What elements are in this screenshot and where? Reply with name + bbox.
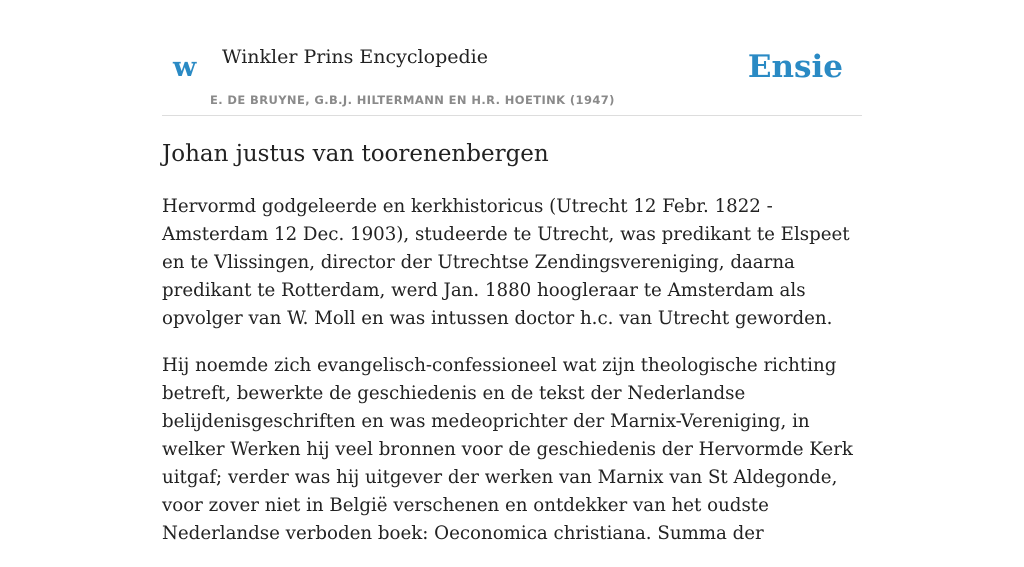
article-title: Johan justus van toorenenbergen [162, 141, 549, 167]
article-paragraph: Hervormd godgeleerde en kerkhistoricus (Utrecht 12 Febr. 1822 - Amsterdam 12 Dec. 1903), studeerde te Utrecht, was predikant te Elspeet en te Vlissingen, director der Utrechtse Zendingsvereniging, daarna predikant te Rotterdam, werd Jan. 1880 hoogleraar te Amsterdam als opvolger van W. Moll en was intussen doctor h.c. van Utrecht geworden. [162, 196, 850, 329]
brand-logo[interactable]: Ensie [747, 49, 843, 85]
source-title[interactable]: Winkler Prins Encyclopedie [222, 46, 488, 68]
source-header [162, 40, 862, 116]
article [162, 138, 862, 567]
source-logo[interactable]: w [173, 52, 197, 83]
source-authors: E. DE BRUYNE, G.B.J. HILTERMANN EN H.R. HOETINK (1947) [210, 93, 615, 107]
article-paragraph: Hij noemde zich evangelisch-confessioneel wat zijn theologische richting betreft, bewerkte de geschiedenis en de tekst der Nederlandse belijdenisgeschriften en was medeoprichter der Marnix-Vereniging, in welker Werken hij veel bronnen voor de geschiedenis der Hervormde Kerk uitgaf; verder was hij uitgever der werken van Marnix van St Aldegonde, voor zover niet in België verschenen en ontdekker van het oudste Nederlandse verboden boek: Oeconomica christiana. Summa der [162, 355, 853, 544]
